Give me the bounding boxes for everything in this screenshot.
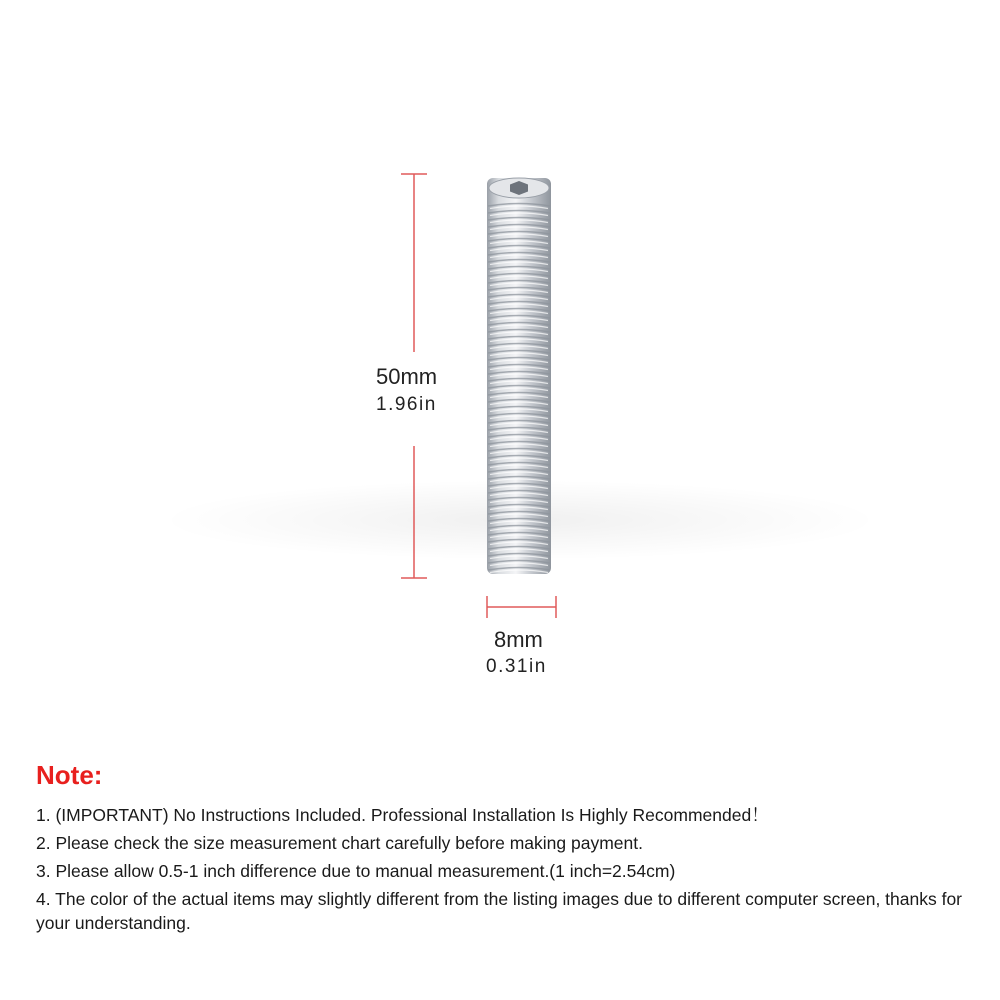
diameter-mm-label: 8mm <box>494 627 543 652</box>
note-item: 3. Please allow 0.5-1 inch difference due to manual measurement.(1 inch=2.54cm) <box>36 861 676 881</box>
threaded-rod <box>487 178 551 574</box>
note-item: 1. (IMPORTANT) No Instructions Included. Professional Installation Is Highly Recommended！ <box>36 805 769 825</box>
note-heading: Note: <box>36 760 103 790</box>
note-list <box>36 803 976 935</box>
note-item: 4. The color of the actual items may slightly different from the listing images due to different computer screen, thanks for your understanding. <box>36 889 963 933</box>
length-mm-label: 50mm <box>376 364 438 389</box>
diameter-dimension-line <box>487 596 556 618</box>
diameter-in-label: 0.31in <box>486 656 547 677</box>
note-section <box>36 760 976 939</box>
length-in-label: 1.96in <box>376 394 437 415</box>
note-item: 2. Please check the size measurement chart carefully before making payment. <box>36 833 643 853</box>
